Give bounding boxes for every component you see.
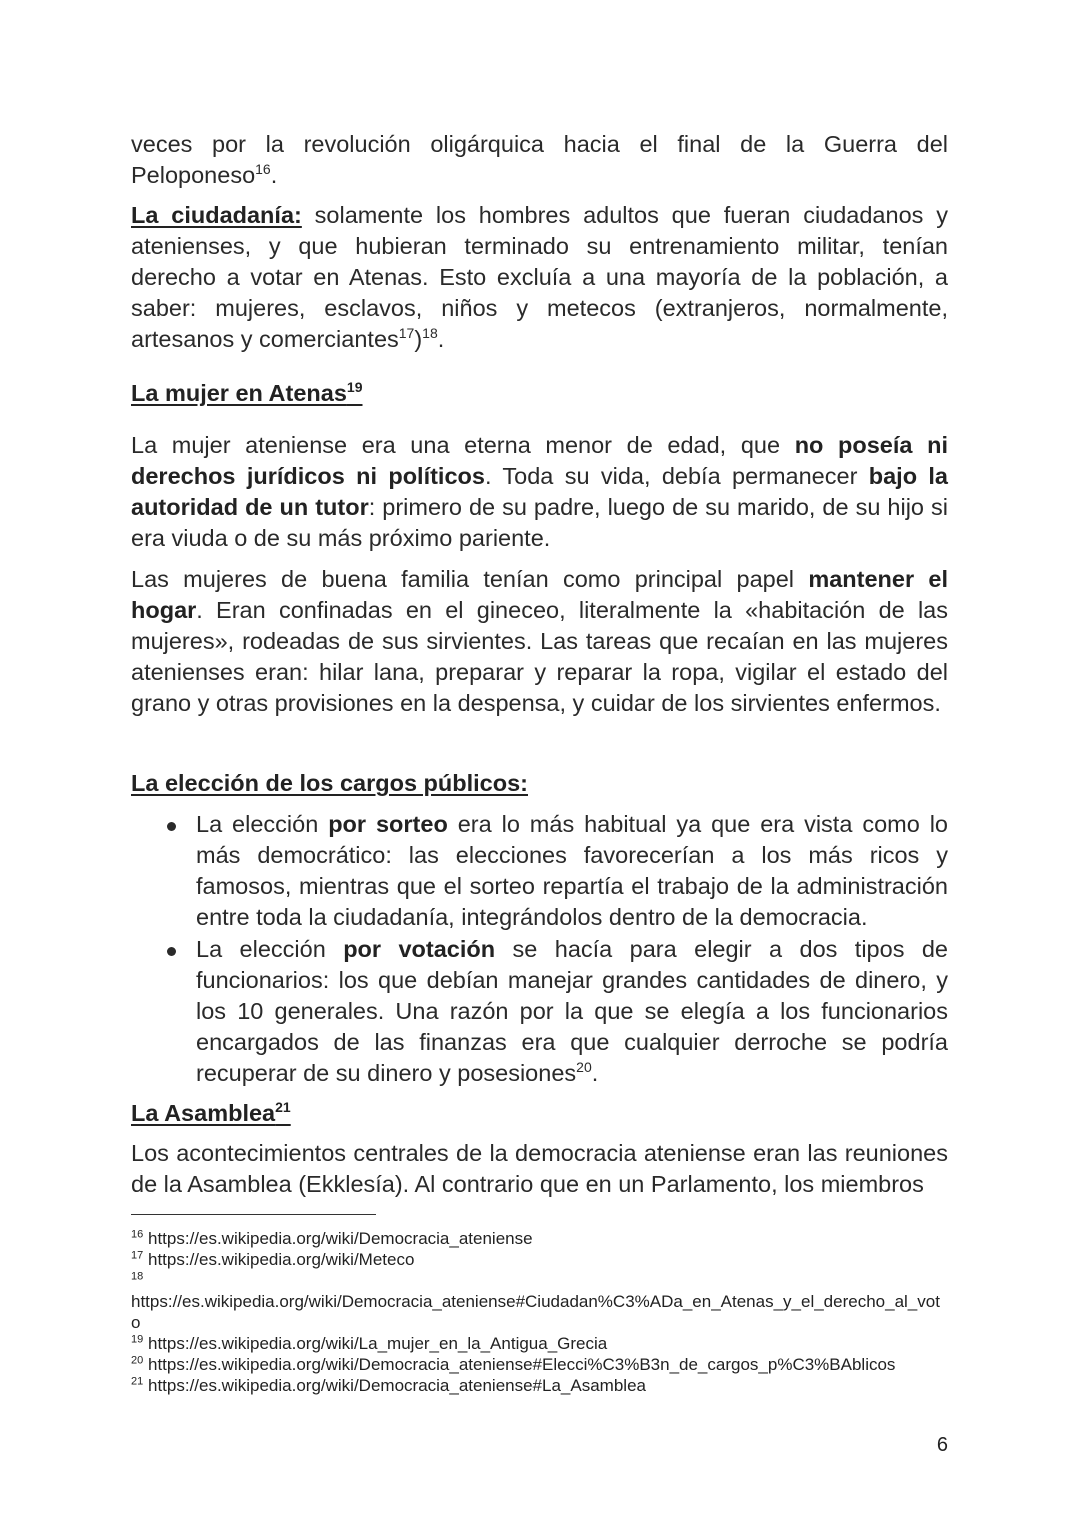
page-number: 6 <box>936 1434 948 1456</box>
text-run: La elección <box>196 811 329 837</box>
text-run: . <box>591 1060 599 1086</box>
ciudadania-paragraph: La ciudadanía: solamente los hombres adultos que fueran ciudadanos y atenienses, y que hubieran terminado su entrenamiento militar, tenían derecho a votar en Atenas. Esto excluía a una mayoría de la población, a saber: mujeres, esclavos, niños y metecos (extranjeros, normalmente, artesanos y comerciantes$^{17}$)$^{18}$. <box>131 202 948 352</box>
footnote-18 <box>131 1270 961 1291</box>
footnote-21 <box>131 1375 961 1396</box>
intro-text: veces por la revolución oligárquica hacia el final de la Guerra del Peloponeso <box>131 131 948 188</box>
footnote-link[interactable]: https://es.wikipedia.org/wiki/Democracia_ateniense#Elecci%C3%B3n_de_cargos_p%C3%BAblicos <box>147 1355 896 1374</box>
footnote-ref[interactable]: 18 <box>422 325 438 342</box>
section-heading-asamblea <box>131 1098 291 1129</box>
bold-run: no poseía ni derechos jurídicos ni políticos <box>131 432 948 489</box>
text-run: . Toda su vida, debía permanecer <box>484 463 869 489</box>
text-run: : primero de su padre, luego de su marido, de su hijo si era viuda o de su más próximo pariente. <box>131 494 948 551</box>
footnote-20 <box>131 1354 961 1375</box>
footnote-ref[interactable]: 20 <box>576 1059 592 1076</box>
footnote-number: 19 <box>131 1333 144 1346</box>
footnote-link[interactable]: https://es.wikipedia.org/wiki/La_mujer_en_la_Antigua_Grecia <box>147 1334 608 1353</box>
text-run: Las mujeres de buena familia tenían como principal papel <box>131 566 809 592</box>
footnote-ref[interactable]: 16 <box>255 161 271 178</box>
footnote-16 <box>131 1228 961 1249</box>
text-run: La mujer ateniense era una eterna menor de edad, que <box>131 432 795 458</box>
footnote-number: 21 <box>131 1375 144 1388</box>
list-item <box>196 934 948 1089</box>
bold-run: bajo la autoridad de un tutor <box>131 463 948 520</box>
text-run: era lo más habitual ya que era vista como lo más democrático: las elecciones favorecerían a los más ricos y famosos, mientras que el sorteo repartía el trabajo de la administración entre toda la ciudadanía, integrándolos dentro de la democracia. <box>196 811 948 930</box>
bold-run: mantener el hogar <box>131 566 948 623</box>
footnote-19 <box>131 1333 961 1354</box>
footnote-link[interactable]: https://es.wikipedia.org/wiki/Democracia_ateniense <box>147 1229 533 1248</box>
footnote-link[interactable]: https://es.wikipedia.org/wiki/Meteco <box>147 1250 415 1269</box>
bold-run: por sorteo <box>328 811 448 837</box>
section-heading-cargos <box>131 768 528 799</box>
footnote-ref[interactable]: 17 <box>398 325 415 342</box>
footnote-divider <box>131 1214 376 1215</box>
footnote-ref[interactable]: 21 <box>275 1099 291 1116</box>
text-run: La elección <box>196 936 344 962</box>
heading-text: La mujer en Atenas <box>131 380 347 406</box>
list-item <box>196 809 948 933</box>
asamblea-paragraph <box>131 1138 948 1200</box>
footnote-number: 18 <box>131 1270 144 1283</box>
footnote-link[interactable]: https://es.wikipedia.org/wiki/Democracia_ateniense#Ciudadan%C3%ADa_en_Atenas_y_el_derecho_al_voto <box>131 1292 940 1332</box>
footnote-number: 16 <box>131 1228 144 1241</box>
section-heading-mujer <box>131 378 363 409</box>
footnote-link[interactable]: https://es.wikipedia.org/wiki/Democracia_ateniense#La_Asamblea <box>147 1376 646 1395</box>
footnote-18-text <box>131 1291 946 1333</box>
footnote-17 <box>131 1249 961 1270</box>
ciudadania-label: La ciudadanía: <box>131 202 302 228</box>
ciudadania-text: solamente los hombres adultos que fueran ciudadanos y atenienses, y que hubieran terminado su entrenamiento militar, tenían derecho a votar en Atenas. Esto excluía a una mayoría de la población, a saber: mujeres, esclavos, niños y metecos (extranjeros, normalmente, artesanos y comerciantes <box>131 202 948 352</box>
footnote-ref[interactable]: 19 <box>346 379 363 396</box>
text-run: . Eran confinadas en el gineceo, literalmente la «habitación de las mujeres», rodeadas de sus sirvientes. Las tareas que recaían en las mujeres atenienses eran: hilar lana, preparar y reparar la ropa, vigilar el estado del grano y otras provisiones en la despensa, y cuidar de los sirvientes enfermos. <box>131 597 948 716</box>
footnote-number: 17 <box>131 1249 144 1262</box>
intro-paragraph: veces por la revolución oligárquica hacia el final de la Guerra del Peloponeso$^{16}$. <box>131 131 948 188</box>
cargos-list <box>131 809 948 1089</box>
bold-run: por votación <box>343 936 496 962</box>
heading-text: La Asamblea <box>131 1100 276 1126</box>
mujer-paragraph-1 <box>131 430 948 554</box>
footnote-number: 20 <box>131 1354 144 1367</box>
heading-text: La elección de los cargos públicos: <box>131 770 528 796</box>
text-run: se hacía para elegir a dos tipos de funcionarios: los que debían manejar grandes cantidades de dinero, y los 10 generales. Una razón por la que se elegía a los funcionarios encargados de las finanzas era que cualquier derroche se podría recuperar de su dinero y posesiones <box>196 936 948 1086</box>
paren-close: ) <box>414 326 423 352</box>
mujer-paragraph-2 <box>131 564 948 719</box>
asamblea-text: Los acontecimientos centrales de la democracia ateniense eran las reuniones de la Asamblea (Ekklesía). Al contrario que en un Parlamento, los miembros <box>131 1140 948 1197</box>
